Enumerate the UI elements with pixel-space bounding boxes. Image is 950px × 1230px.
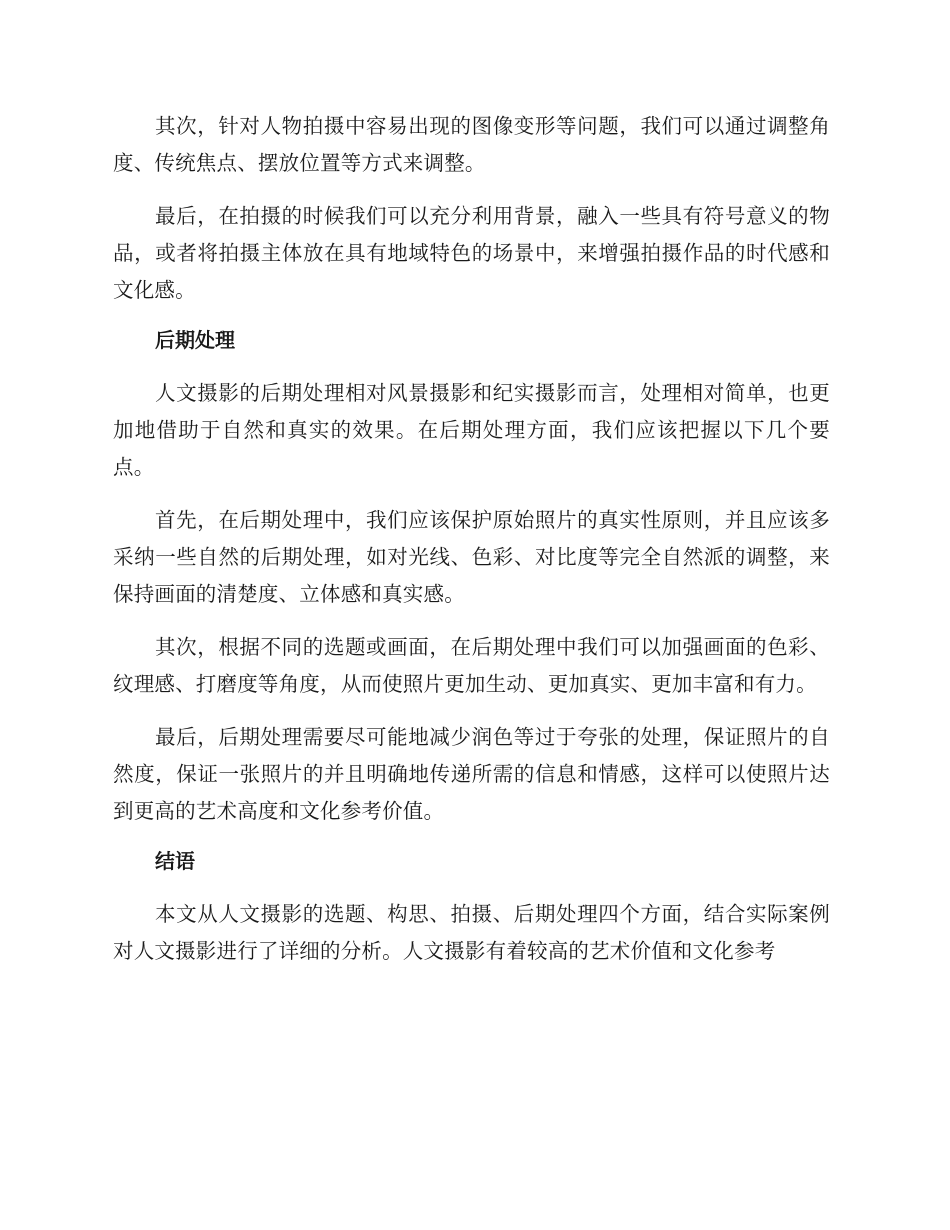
section-heading-post-processing: 后期处理 <box>155 328 235 352</box>
body-paragraph: 首先，在后期处理中，我们应该保护原始照片的真实性原则，并且应该多采纳一些自然的后期处理，如对光线、色彩、对比度等完全自然派的调整，来保持画面的清楚度、立体感和真实感。 <box>113 508 830 606</box>
body-paragraph: 最后，在拍摄的时候我们可以充分利用背景，融入一些具有符号意义的物品，或者将拍摄主体放在具有地域特色的场景中，来增强拍摄作品的时代感和文化感。 <box>113 204 830 302</box>
body-paragraph: 本文从人文摄影的选题、构思、拍摄、后期处理四个方面，结合实际案例对人文摄影进行了详细的分析。人文摄影有着较高的艺术价值和文化参考 <box>113 902 830 963</box>
body-paragraph: 其次，针对人物拍摄中容易出现的图像变形等问题，我们可以通过调整角度、传统焦点、摆放位置等方式来调整。 <box>113 114 830 175</box>
section-heading-conclusion: 结语 <box>155 849 195 873</box>
body-paragraph: 最后，后期处理需要尽可能地减少润色等过于夸张的处理，保证照片的自然度，保证一张照片的并且明确地传递所需的信息和情感，这样可以使照片达到更高的艺术高度和文化参考价值。 <box>113 725 830 823</box>
body-paragraph: 人文摄影的后期处理相对风景摄影和纪实摄影而言，处理相对简单，也更加地借助于自然和真实的效果。在后期处理方面，我们应该把握以下几个要点。 <box>113 381 830 479</box>
body-paragraph: 其次，根据不同的选题或画面，在后期处理中我们可以加强画面的色彩、纹理感、打磨度等角度，从而使照片更加生动、更加真实、更加丰富和有力。 <box>113 635 830 696</box>
document-page <box>113 108 830 986</box>
